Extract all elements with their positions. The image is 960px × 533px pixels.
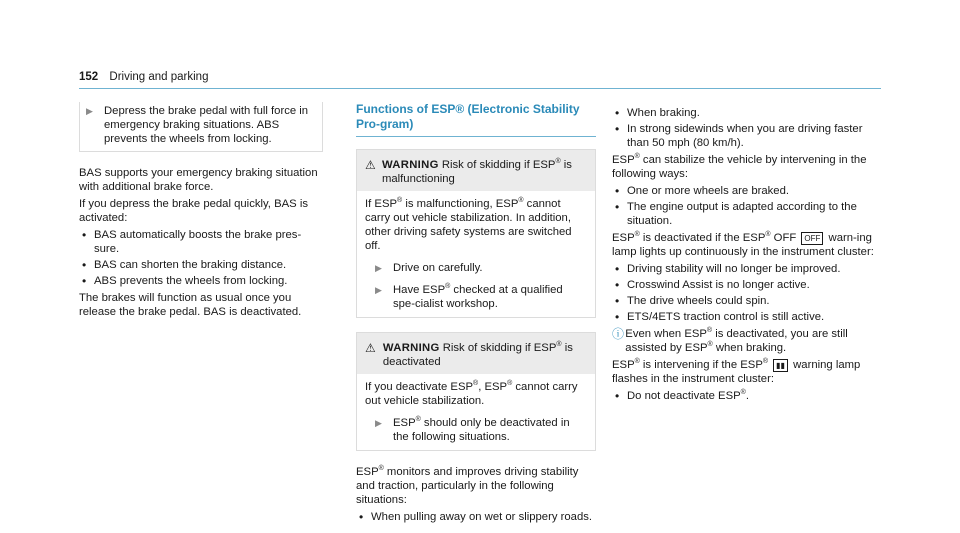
info-note: ⓘ Even when ESP® is deactivated, you are still assisted by ESP® when braking.	[612, 327, 882, 358]
bullet-list	[612, 184, 882, 228]
warning-body: If ESP® is malfunctioning, ESP® cannot carry out vehicle stabilization. In addition, other driving safety systems are switched off. ▶ Drive on carefully. ▶ Have ESP® checked at a qualified spe-cialist workshop.	[357, 191, 595, 317]
section-heading: Functions of ESP® (Electronic Stability Pro-gram)	[356, 102, 580, 131]
instruction-box	[79, 102, 323, 152]
column-2	[356, 102, 596, 527]
info-icon: ⓘ	[612, 327, 625, 341]
arrow-icon: ▶	[86, 106, 93, 116]
warning-header: ⚠ WARNING Risk of skidding if ESP® is deactivated	[357, 333, 595, 374]
warning-triangle-icon: ⚠	[365, 158, 376, 172]
section-rule	[356, 136, 596, 137]
page-number: 152	[79, 71, 99, 83]
list-item: • Do not deactivate ESP®.	[612, 389, 882, 403]
list-item: • One or more wheels are braked.	[612, 184, 882, 198]
instruction-step: ▶ Drive on carefully.	[375, 262, 483, 274]
page-header	[79, 70, 208, 84]
esp-warning-lamp-icon: ▮▮	[773, 359, 788, 372]
warning-box	[356, 149, 596, 318]
column-3	[612, 106, 882, 406]
paragraph: ESP® is intervening if the ESP® ▮▮ warning lamp flashes in the instrument cluster:	[612, 358, 861, 385]
instruction-step: ▶ Have ESP® checked at a qualified spe-cialist workshop.	[375, 283, 563, 310]
warning-box	[356, 332, 596, 451]
list-item: • ABS prevents the wheels from locking.	[79, 274, 321, 288]
list-item: • BAS can shorten the braking distance.	[79, 258, 321, 272]
list-item: • Crosswind Assist is no longer active.	[612, 278, 882, 292]
list-item: • BAS automatically boosts the brake pres-sure.	[79, 228, 321, 256]
paragraph: BAS supports your emergency braking situation with additional brake force.	[79, 167, 318, 193]
list-item: • When pulling away on wet or slippery roads.	[356, 510, 596, 524]
list-item: • The drive wheels could spin.	[612, 294, 882, 308]
warning-triangle-icon: ⚠	[365, 341, 376, 355]
paragraph: If you depress the brake pedal quickly, BAS is activated:	[79, 198, 308, 224]
instruction-step: ▶ ESP® should only be deactivated in the following situations.	[375, 416, 570, 443]
bullet-list	[356, 510, 596, 524]
header-rule	[79, 88, 881, 89]
paragraph: ESP® can stabilize the vehicle by intervening in the following ways:	[612, 153, 867, 180]
paragraph: ESP® is deactivated if the ESP® OFF OFF warn-ing lamp lights up continuously in the instrument cluster:	[612, 231, 874, 258]
bullet-list	[612, 106, 882, 150]
esp-off-warning-lamp-icon: OFF	[801, 232, 823, 245]
bullet-list	[612, 262, 882, 324]
list-item: • ETS/4ETS traction control is still active.	[612, 310, 882, 324]
instruction-step: ▶ Depress the brake pedal with full force in emergency braking situations. ABS prevents the wheels from locking.	[86, 105, 309, 145]
warning-body: If you deactivate ESP®, ESP® cannot carry out vehicle stabilization. ▶ ESP® should only be deactivated in the following situations.	[357, 374, 595, 450]
list-item: • The engine output is adapted according to the situation.	[612, 200, 882, 228]
bullet-list	[612, 389, 882, 403]
paragraph: The brakes will function as usual once you release the brake pedal. BAS is deactivated.	[79, 292, 302, 318]
list-item: • Driving stability will no longer be improved.	[612, 262, 882, 276]
list-item: • In strong sidewinds when you are driving faster than 50 mph (80 km/h).	[612, 122, 882, 150]
list-item: • When braking.	[612, 106, 882, 120]
arrow-icon: ▶	[375, 418, 382, 428]
section-title: Driving and parking	[109, 71, 209, 83]
column-1	[79, 102, 321, 322]
arrow-icon: ▶	[375, 285, 382, 295]
arrow-icon: ▶	[375, 263, 382, 273]
bullet-list	[79, 228, 321, 288]
paragraph: ESP® monitors and improves driving stability and traction, particularly in the following situations:	[356, 465, 579, 506]
warning-header: ⚠ WARNING Risk of skidding if ESP® is malfunctioning	[357, 150, 595, 191]
